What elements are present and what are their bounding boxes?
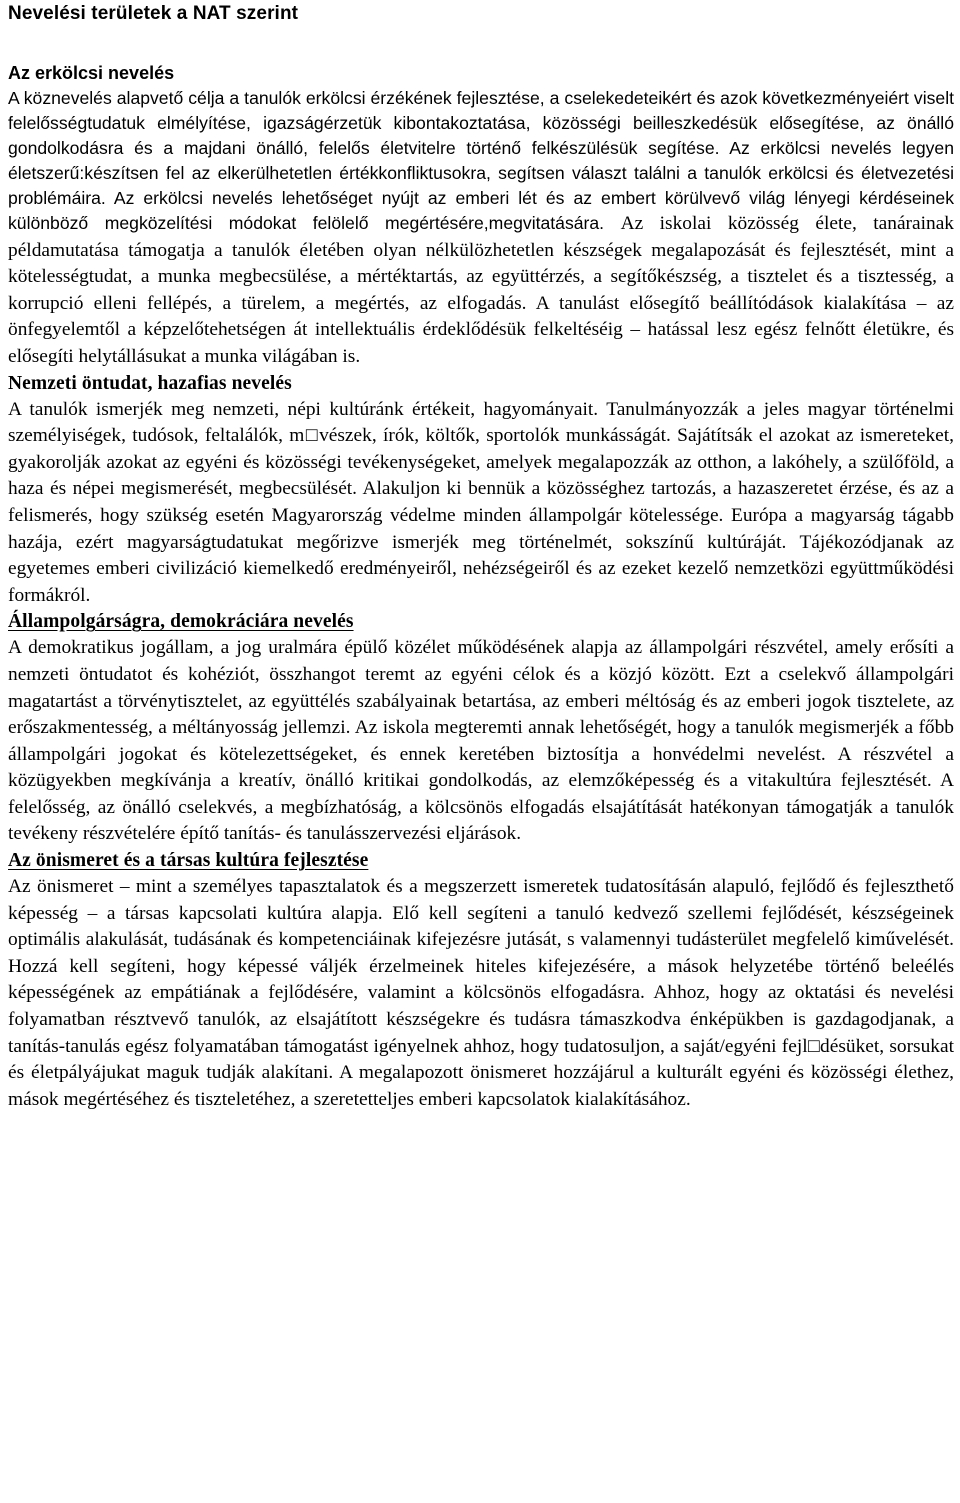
section-body-allampolgarsag: A demokratikus jogállam, a jog uralmára épülő közélet működésének alapja az állampolgári részvétel, amely erősíti a nemzeti öntudatot és kohéziót, összhangot teremt az egyéni célok és a közjó között. Ezt a cselekvő állampolgári magatartást a törvénytisztelet, az együttélés szabályainak betartása, az emberi méltóság és az emberi jogok tisztelete, az erőszakmentesség, a méltányosság jellemzi. Az iskola megteremti annak lehetőségét, hogy a tanulók megismerjék a főbb állampolgári jogokat és kötelezettségeket, és ennek keretében biztosítja a honvédelmi nevelést. A részvétel a közügyekben megkívánja a kreatív, önálló kritikai gondolkodás, az elemzőképesség és a vitakultúra fejlesztését. A felelősség, az önálló cselekvés, a megbízhatóság, a kölcsönös elfogadás elsajátítását hatékonyan támogatják a tanulók tevékeny részvételére építő tanítás- és tanulásszervezési eljárások.: [8, 637, 954, 845]
section-heading-nemzeti: Nemzeti öntudat, hazafias nevelés: [8, 372, 292, 394]
document-page: [0, 2, 960, 1503]
section-body-erkolcsi: [8, 86, 954, 371]
document-title: Nevelési területek a NAT szerint: [8, 3, 299, 24]
section-heading-erkolcsi: Az erkölcsi nevelés: [8, 63, 175, 83]
section-body-erkolcsi-part1: A köznevelés alapvető célja a tanulók erkölcsi érzékének fejlesztése, a cselekedeteikért és azok következményeiért viselt felelősségtudatuk elmélyítése, igazságérzetük kibontakoztatása, közösségi beilleszkedésük elősegítése, az önálló gondolkodásra és a majdani önálló, felelős életvitelre történő felkészülésük segítése. Az erkölcsi nevelés legyen életszerű:készítsen fel az elkerülhetetlen értékkonfliktusokra, segítsen választ találni a tanulók erkölcsi és életvezetési problémáira. Az erkölcsi nevelés lehetőséget nyújt az emberi lét és az embert körülvevő világ lényegi kérdéseinek különböző megközelítési módokat felölelő megértésére,megvitatására.: [8, 88, 954, 233]
spacer: [6, 26, 954, 60]
section-heading-onismeret: Az önismeret és a társas kultúra fejlesztése: [8, 850, 369, 872]
section-heading-allampolgarsag: Állampolgárságra, demokráciára nevelés: [8, 611, 354, 633]
section-body-erkolcsi-part2: Az iskolai közösség élete, tanárainak példamutatása támogatja a tanulók életében olyan nélkülözhetetlen készségek megalapozását és fejlesztését, mint a kötelességtudat, a munka megbecsülése, a mértéktartás, az együttérzés, a segítőkészség, a tisztelet és a tisztesség, a korrupció elleni fellépés, a türelem, a megértés, az elfogadás. A tanulást elősegítő beállítódások kialakítása – az önfegyelemtől a képzelőtehetségen át intellektuális érdeklődésük felkeltéséig – hatással lesz egész felnőtt életükre, és elősegíti helytállásukat a munka világában is.: [8, 213, 955, 367]
section-body-nemzeti: A tanulók ismerjék meg nemzeti, népi kultúránk értékeit, hagyományait. Tanulmányozzák a jeles magyar történelmi személyiségek, tudósok, feltalálók, m□vészek, írók, költők, sportolók munkásságát. Sajátítsák el azokat az ismereteket, gyakorolják azokat az egyéni és közösségi tevékenységeket, amelyek megalapozzák az otthon, a lakóhely, a szülőföld, a haza és népei megismerését, megbecsülését. Alakuljon ki bennük a közösséghez tartozás, a hazaszeretet érzése, és az a felismerés, hogy szükség esetén Magyarország védelme minden állampolgár kötelessége. Európa a magyarság tágabb hazája, ezért magyarságtudatukat megőrizve ismerjék meg történelmét, sokszínű kultúráját. Tájékozódjanak az egyetemes emberi civilizáció kiemelkedő eredményeiről, nehézségeiről és az ezeket kezelő nemzetközi együttműködési formákról.: [8, 398, 954, 606]
section-body-onismeret: Az önismeret – mint a személyes tapasztalatok és a megszerzett ismeretek tudatosításán alapuló, fejlődő és fejleszthető képesség – a társas kapcsolati kultúra alapja. Elő kell segíteni a tanuló kedvező szellemi fejlődését, készségeinek optimális alakulását, tudásának és kompetenciáinak kifejezésre jutását, s valamennyi tudásterület megfelelő kiművelését. Hozzá kell segíteni, hogy képessé váljék érzelmeinek hiteles kifejezésére, a mások helyzetébe történő beleélés képességének az empátiának a fejlődésére, valamint a kölcsönös elfogadásra. Ahhoz, hogy az oktatási és nevelési folyamatban résztvevő tanulók, az elsajátított készségekre és tudásra támaszkodva énképükben is gazdagodjanak, a tanítás-tanulás egész folyamatában támogatást igényelnek ahhoz, hogy tudatosuljon, a saját/egyéni fejl□désüket, sorsukat és életpályájukat maguk tudják alakítani. A megalapozott önismeret hozzájárul a kulturált egyéni és közösségi élethez, mások megértéséhez és tiszteletéhez, a szeretetteljes emberi kapcsolatok kialakításához.: [8, 876, 954, 1110]
